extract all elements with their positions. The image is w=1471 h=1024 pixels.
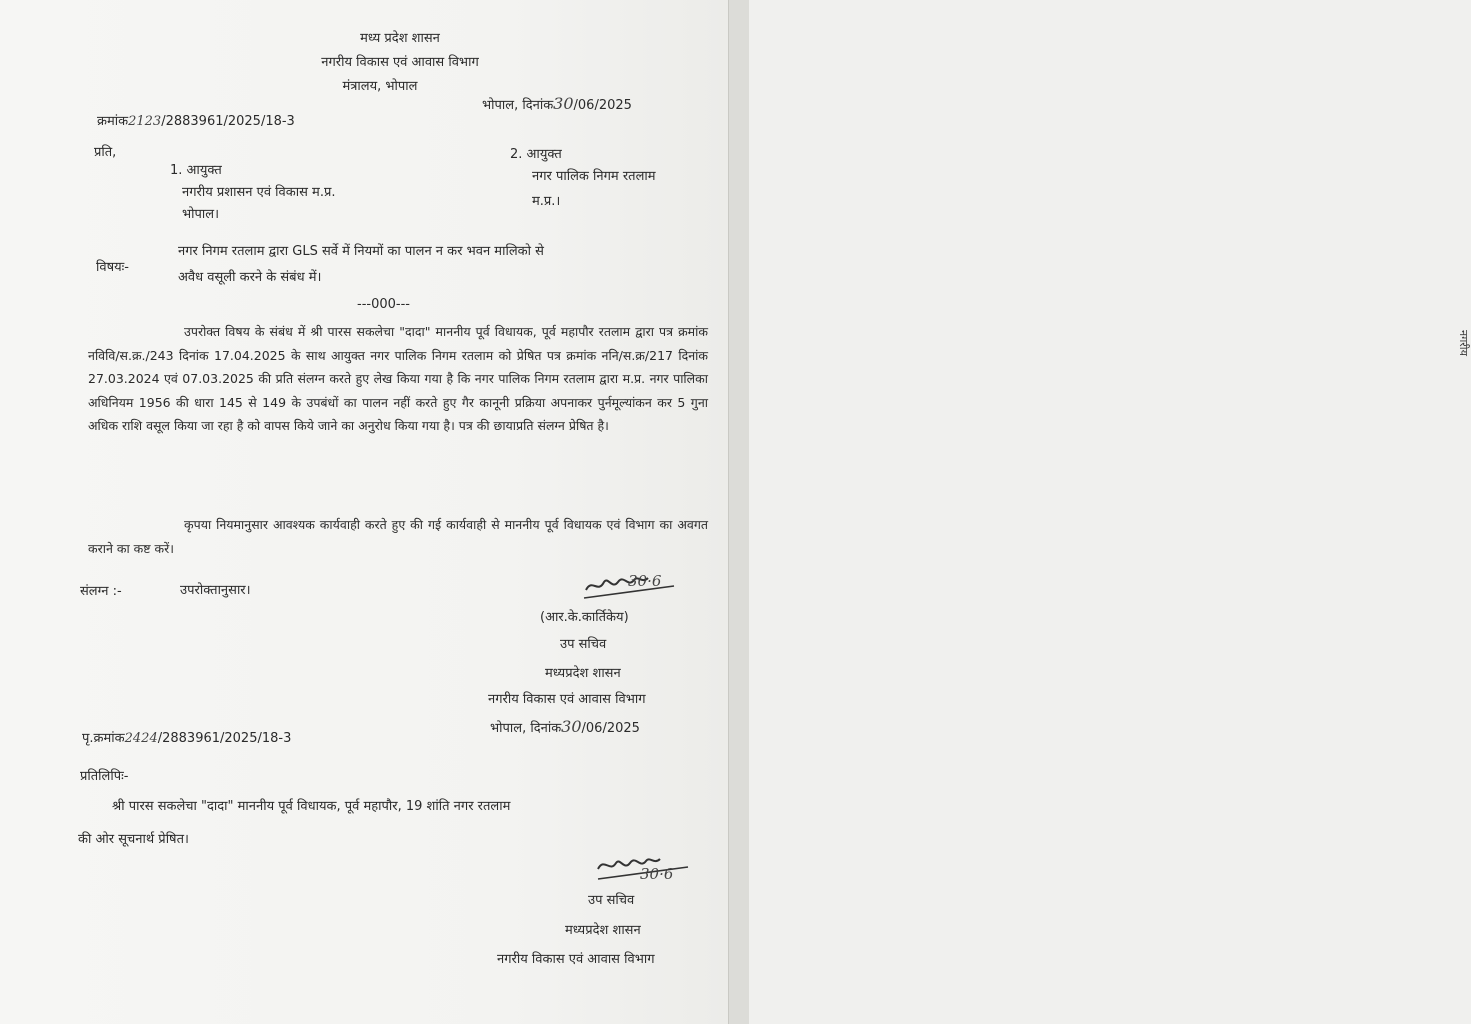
subject-line-1: नगर निगम रतलाम द्वारा GLS सर्वे में नियमों का पालन न कर भवन मालिको से (178, 244, 544, 259)
recipient-1-title: 1. आयुक्त (170, 163, 222, 178)
margin-note: नगरीय (1457, 330, 1470, 357)
copy-line-1: श्री पारस सकलेचा "दादा" माननीय पूर्व विधायक, पूर्व महापौर, 19 शांति नगर रतलाम (112, 799, 511, 814)
subject-divider: ---000--- (357, 297, 410, 312)
signature-1-date: 30·6 (628, 572, 662, 590)
signatory-1-designation: उप सचिव (560, 637, 607, 652)
endorsement-number: पृ.क्रमांक2424/2883961/2025/18-3 (82, 731, 292, 746)
signatory-1-department: नगरीय विकास एवं आवास विभाग (488, 692, 646, 707)
page-edge (728, 0, 1470, 1024)
recipient-2-title: 2. आयुक्त (510, 147, 562, 162)
signatory-1-name: (आर.के.कार्तिकेय) (540, 610, 629, 625)
handwritten-endorsement-number: 2424 (124, 731, 158, 746)
header-govt: मध्य प्रदेश शासन (360, 31, 440, 46)
enclosure-value: उपरोक्तानुसार। (180, 583, 251, 598)
subject-label: विषयः- (96, 260, 129, 275)
body-paragraph-2: कृपया नियमानुसार आवश्यक कार्यवाही करते हुए की गई कार्यवाही से माननीय पूर्व विधायक एवं विभाग का अवगत कराने का कष्ट करें। (88, 517, 708, 556)
signatory-1-govt: मध्यप्रदेश शासन (545, 666, 621, 681)
handwritten-date: 30 (553, 94, 574, 113)
handwritten-number: 2123 (128, 114, 162, 129)
recipient-1-city: भोपाल। (182, 207, 219, 222)
copy-line-2: की ओर सूचनार्थ प्रेषित। (78, 832, 189, 847)
signatory-2-designation: उप सचिव (588, 893, 635, 908)
signatory-2-govt: मध्यप्रदेश शासन (565, 923, 641, 938)
signatory-1-date: भोपाल, दिनांक30/06/2025 (490, 717, 640, 736)
enclosure-label: संलग्न :- (80, 584, 122, 599)
header-ministry: मंत्रालय, भोपाल (342, 79, 418, 94)
subject-line-2: अवैध वसूली करने के संबंध में। (178, 270, 322, 285)
recipient-2-state: म.प्र.। (532, 194, 561, 209)
recipient-1-office: नगरीय प्रशासन एवं विकास म.प्र. (182, 185, 336, 200)
body-paragraph-1: उपरोक्त विषय के संबंध में श्री पारस सकलेचा "दादा" माननीय पूर्व विधायक, पूर्व महापौर रतलाम द्वारा पत्र क्रमांक नविवि/स.क्र./243 दिनांक 17.04.2025 के साथ आयुक्त नगर पालिक निगम रतलाम को प्रेषित पत्र क्रमांक ननि/स.क्र/217 दिनांक 27.03.2024 एवं 07.03.2025 की प्रति संलग्न करते हुए लेख किया गया है कि नगर पालिक निगम रतलाम द्वारा म.प्र. नगर पालिका अधिनियम 1956 की धारा 145 से 149 के उपबंधों का पालन नहीं करते हुए गैर कानूनी प्रक्रिया अपनाकर पुर्नमूल्यांकन कर 5 गुना अधिक राशि वसूल किया जा रहा है को वापस किये जाने का अनुरोध किया गया है। पत्र की छायाप्रति संलग्न प्रेषित है। (88, 324, 708, 433)
to-label: प्रति, (94, 145, 117, 160)
recipient-2-office: नगर पालिक निगम रतलाम (532, 169, 656, 184)
reference-number: क्रमांक2123/2883961/2025/18-3 (97, 114, 295, 129)
signature-2-date: 30·6 (640, 865, 674, 883)
signatory-2-department: नगरीय विकास एवं आवास विभाग (497, 952, 655, 967)
copy-label: प्रतिलिपिः- (80, 769, 129, 784)
issue-date: भोपाल, दिनांक30/06/2025 (482, 94, 632, 113)
header-department: नगरीय विकास एवं आवास विभाग (321, 55, 479, 70)
